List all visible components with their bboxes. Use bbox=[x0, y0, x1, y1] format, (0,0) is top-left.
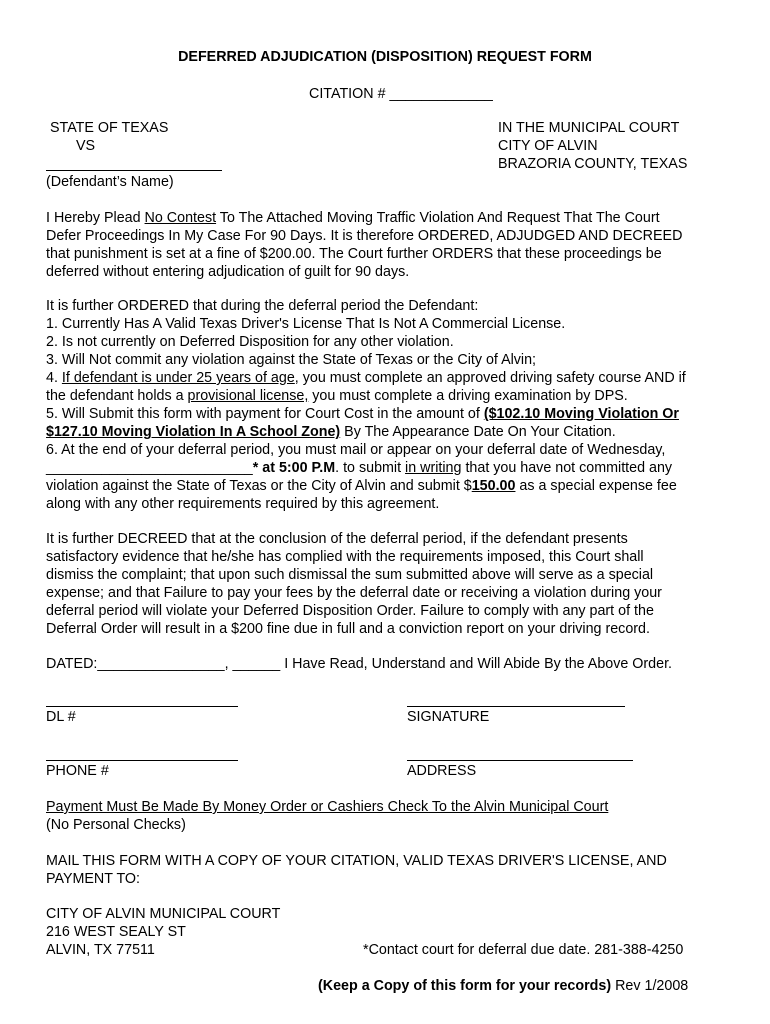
footer-note: (Keep a Copy of this form for your records) Rev 1/2008 bbox=[318, 978, 689, 994]
signature-line bbox=[407, 706, 625, 707]
decree-paragraph: It is further DECREED that at the conclusion of the deferral period, if the defendant presents satisfactory evidence that he/she has complied with the requirements imposed, this Court shall dismiss the complaint; that upon such dismissal the sum submitted above will serve as a special expense; and that Failure to pay your fees by the deferral date or receiving a violation during your deferral period will violate your Deferred Disposition Order. Failure to comply with any part of the Deferral Order will result in a $200 fine due in full and a conviction report on your driving record. bbox=[46, 531, 662, 637]
court-name: CITY OF ALVIN MUNICIPAL COURT bbox=[46, 906, 281, 922]
court-city: ALVIN, TX 77511 bbox=[46, 942, 155, 958]
dl-label: DL # bbox=[46, 709, 76, 725]
conditions-paragraph: It is further ORDERED that during the deferral period the Defendant: 1. Currently Has A Valid Texas Driver's License That Is Not A Commercial License. 2. Is not currently on Deferred Disposition for any other violation. 3. Will Not commit any violation against the State of Texas or the City of Alvin; 4. If defendant is under 25 years of age, you must complete an approved driving safety course AND if the defendant holds a provisional license, you must complete a driving examination by DPS. 5. Will Submit this form with payment for Court Cost in the amount of ($102.10 Moving Violation Or $127.10 Moving Violation In A School Zone) By The Appearance Date On Your Citation. 6. At the end of your deferral period, you must mail or appear on your deferral date of Wednesday, __________________________* at 5:00 P.M. to submit in writing that you have not committed any violation against the State of Texas or the City of Alvin and submit $150.00 as a special expense fee along with any other requirements required by this agreement. bbox=[46, 298, 686, 512]
brazoria-county: BRAZORIA COUNTY, TEXAS bbox=[498, 156, 688, 172]
dl-line bbox=[46, 706, 238, 707]
phone-label: PHONE # bbox=[46, 763, 109, 779]
versus: VS bbox=[76, 138, 96, 154]
state-of-texas: STATE OF TEXAS bbox=[50, 120, 169, 136]
contact-note: *Contact court for deferral due date. 281-388-4250 bbox=[363, 942, 684, 958]
address-line bbox=[407, 760, 633, 761]
signature-label: SIGNATURE bbox=[407, 709, 490, 725]
mail-instructions: MAIL THIS FORM WITH A COPY OF YOUR CITATION, VALID TEXAS DRIVER'S LICENSE, AND bbox=[46, 853, 667, 869]
defendant-name-line bbox=[46, 170, 222, 171]
payment-instructions: Payment Must Be Made By Money Order or Cashiers Check To the Alvin Municipal Court bbox=[46, 799, 609, 815]
municipal-court: IN THE MUNICIPAL COURT bbox=[498, 120, 680, 136]
phone-line bbox=[46, 760, 238, 761]
mail-instructions-cont: PAYMENT TO: bbox=[46, 871, 141, 887]
address-label: ADDRESS bbox=[407, 763, 477, 779]
defendant-name-label: (Defendant’s Name) bbox=[46, 174, 174, 190]
court-street: 216 WEST SEALY ST bbox=[46, 924, 186, 940]
citation-number-field: CITATION # _____________ bbox=[309, 86, 493, 102]
dated-line: DATED:________________, ______ I Have Read, Understand and Will Abide By the Above Order. bbox=[46, 656, 673, 672]
city-of-alvin: CITY OF ALVIN bbox=[498, 138, 598, 154]
plea-paragraph: I Hereby Plead No Contest To The Attached Moving Traffic Violation And Request That The Court Defer Proceedings In My Case For 90 Days. It is therefore ORDERED, ADJUDGED AND DECREED that punishment is set at a fine of $200.00. The Court further ORDERS that these proceedings be deferred without entering adjudication of guilt for 90 days. bbox=[46, 210, 683, 280]
no-personal-checks: (No Personal Checks) bbox=[46, 817, 186, 833]
form-title: DEFERRED ADJUDICATION (DISPOSITION) REQUEST FORM bbox=[178, 49, 592, 65]
